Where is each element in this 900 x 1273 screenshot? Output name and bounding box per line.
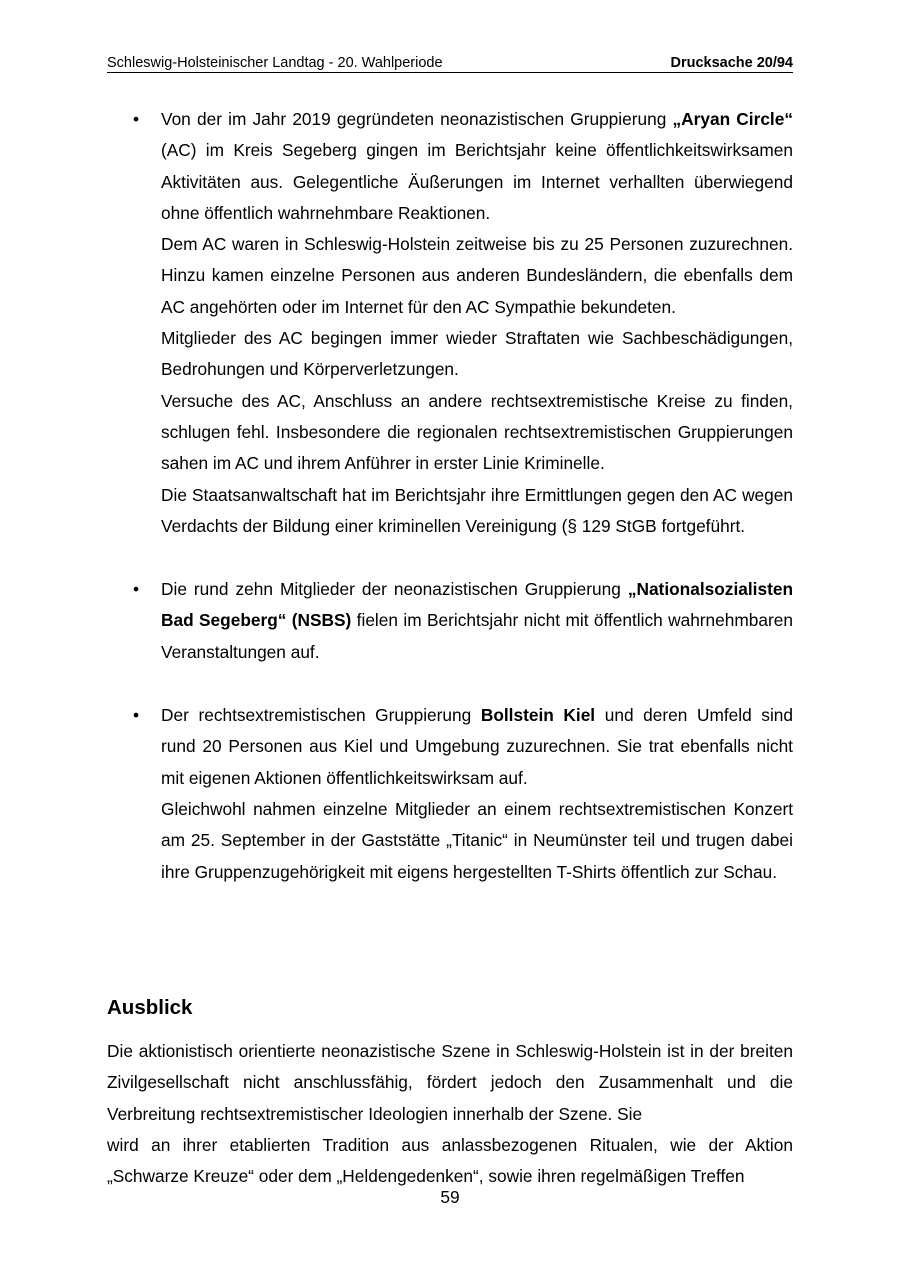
header-title: Schleswig-Holsteinischer Landtag - 20. Wahlperiode: [107, 55, 443, 71]
paragraph: Gleichwohl nahmen einzelne Mitglieder an einem rechtsextremistischen Konzert am 25. September in der Gaststätte „Titanic“ in Neumünster teil und trugen dabei ihre Gruppenzugehörigkeit mit eigens hergestellten T-Shirts öffentlich zur Schau.: [161, 798, 793, 882]
bullet-list: [107, 104, 793, 888]
page-number: 59: [440, 1187, 460, 1207]
paragraph: wird an ihrer etablierten Tradition aus anlassbezogenen Ritualen, wie der Aktion „Schwarze Kreuze“ oder dem „Heldengedenken“, sowie ihren regelmäßigen Treffen: [107, 1134, 793, 1187]
paragraph: Die Staatsanwaltschaft hat im Berichtsjahr ihre Ermittlungen gegen den AC wegen Verdachts der Bildung einer kriminellen Vereinigung (§ 129 StGB fortgeführt.: [161, 484, 793, 536]
bullet-marker: •: [133, 705, 140, 726]
bullet-nsbs: [107, 574, 793, 668]
paragraph: Der rechtsextremistischen Gruppierung Bollstein Kiel und deren Umfeld sind rund 20 Personen aus Kiel und Umgebung zuzurechnen. Sie trat ebenfalls nicht mit eigenen Aktionen öffentlichkeitswirksam auf.: [161, 705, 794, 788]
paragraph: Versuche des AC, Anschluss an andere rechtsextremistische Kreise zu finden, schlugen fehl. Insbesondere die regionalen rechtsextremistischen Gruppierungen sahen im AC und ihrem Anführer in erster Linie Kriminelle.: [161, 390, 793, 474]
bullet-marker: •: [133, 109, 140, 129]
group-name: Bollstein Kiel: [480, 705, 596, 726]
page-header: [107, 54, 793, 73]
group-name: „Nationalsozialisten Bad Segeberg“ (NSBS): [161, 579, 793, 631]
bullet-bollstein-kiel: [107, 700, 793, 888]
paragraph: Von der im Jahr 2019 gegründeten neonazistischen Gruppierung „Aryan Circle“ (AC) im Kreis Segeberg gingen im Berichtsjahr keine öffentlichkeitswirksamen Aktivitäten aus. Gelegentliche Äußerungen im Internet verhallten überwiegend ohne öffentlich wahrnehmbare Reaktionen.: [161, 109, 793, 223]
paragraph: Dem AC waren in Schleswig-Holstein zeitweise bis zu 25 Personen zuzurechnen. Hinzu kamen einzelne Personen aus anderen Bundesländern, die ebenfalls dem AC angehörten oder im Internet für den AC Sympathie bekundeten.: [161, 234, 793, 317]
document-number: Drucksache 20/94: [670, 55, 793, 71]
section-heading: Ausblick: [107, 996, 193, 1019]
paragraph: Die aktionistisch orientierte neonazistische Szene in Schleswig-Holstein ist in der breiten Zivilgesellschaft nicht anschlussfähig, fördert jedoch den Zusammenhalt und die Verbreitung rechtsextremistischer Ideologien innerhalb der Szene. Sie: [107, 1041, 793, 1124]
paragraph: Die rund zehn Mitglieder der neonazistischen Gruppierung „Nationalsozialisten Bad Segeberg“ (NSBS) fielen im Berichtsjahr nicht mit öffentlich wahrnehmbaren Veranstaltungen auf.: [161, 579, 793, 662]
paragraph: Mitglieder des AC begingen immer wieder Straftaten wie Sachbeschädigungen, Bedrohungen und Körperverletzungen.: [161, 328, 793, 380]
group-name: „Aryan Circle“: [672, 109, 793, 129]
bullet-marker: •: [133, 579, 140, 600]
section-body: [107, 1036, 793, 1192]
bullet-aryan-circle: [107, 104, 793, 542]
